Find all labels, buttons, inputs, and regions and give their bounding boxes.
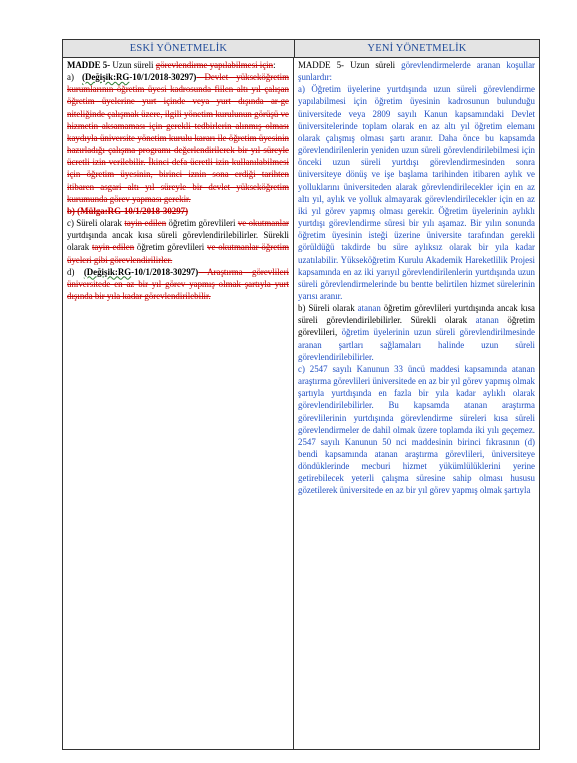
old-clause-c-text-4: öğretim görevlileri (134, 242, 208, 253)
old-clause-c-deleted-2: ve okutmanlar (237, 218, 289, 229)
new-clause-b-text-3: öğretim görevlileri, (298, 315, 536, 338)
new-article-number: MADDE 5- (298, 60, 344, 70)
old-clause-a-prefix: a) (67, 72, 82, 83)
old-clause-c-deleted-4: ve okutmanlar öğretim üyeleri gibi görevlendirilirler. (67, 242, 289, 265)
new-clause-b-text-1: b) Süreli olarak (298, 303, 358, 314)
old-intro-colon: : (273, 60, 276, 70)
new-regulation-heading: YENİ YÖNETMELİK (367, 43, 467, 54)
old-clause-d (67, 266, 289, 302)
old-clause-c-text-1: c) Süreli olarak (67, 218, 125, 229)
old-clause-c-text-3: yurtdışında ancak kısa süreli görevlendirilebilirler. Sürekli olarak (67, 230, 289, 253)
old-clause-a (67, 71, 289, 205)
old-clause-a-amendment-date: -10/1/2018-30297) (129, 72, 197, 83)
new-intro-inserted: görevlendirmelerde aranan koşullar şunlardır: (298, 60, 535, 83)
new-regulation-column (294, 58, 539, 749)
new-clause-b-text-2: öğretim görevlileri yurtdışında ancak kısa süreli görevlendirilebilirler. Sürekli olarak (298, 303, 535, 326)
new-clause-b (298, 302, 535, 363)
old-intro-text: Uzun süreli (110, 60, 156, 70)
new-article-intro (298, 59, 535, 83)
old-clause-a-amendment-tag: (Değişik:RG (82, 72, 130, 83)
old-regulation-column (63, 58, 294, 749)
old-clause-b-repealed: b) (Mülga:RG-10/1/2018-30297) (67, 205, 189, 216)
new-intro-text: Uzun süreli (344, 60, 402, 70)
old-clause-d-amendment-tag: (Değişik:RG (83, 266, 132, 277)
old-clause-a-deleted: Devlet yükseköğretim kurumlarının öğretim üyesi kadrosunda fiilen altı yıl çalışan öğretim üyelerine yurt içinde veya yurt dışında ar-ge niteliğinde çalışmak üzere, ilgili yönetim kurulunun görüşü ve hizmetin aksamaması için gerekli tedbirlerin alınmış olması kaydıyla üniversite yönetim kurulu kararı ile öğretim üyesinin hazırladığı çalışma programı değerlendirilerek bir yıl süreyle ücretli izin verilebilir. İkinci defa ücretli izin kullanılabilmesi için öğretim üyesinin, birinci iznin sona erdiği tarihten itibaren asgari altı yıl süreyle bir devlet yükseköğretim kurumunda görev yapması gerekir. (67, 72, 289, 204)
old-regulation-heading: ESKİ YÖNETMELİK (63, 40, 295, 57)
old-clause-b (67, 205, 289, 217)
new-clause-a: a) Öğretim üyelerine yurtdışında uzun süreli görevlendirme yapılabilmesi için öğretim üyesinin kadrosunun bulunduğu üniversitede veya 2809 sayılı Kanun kapsamındaki Devlet üniversitelerinde toplam olarak en az altı yıl öğretim elemanı olarak çalışmış olması şartı aranır. Daha önce bu kapsamda görevlendirilenlerin yeniden uzun süreli görevlendirilebilmesi için önceki uzun süreli yurtdışı görevlendirmesinden sonra üniversiteye dönüş ve işe başlama tarihinden itibaren aylık ve yolluklarını üniversiteden alarak görevlendirilecekler için en az altı yıl, aylık ve yolluk almayarak görevlendirilecekler için en az iki yıl görev yapmış olması gerekir. Öğretim üyelerinin aylıklı yurtdışı görevlendirme süresi bir yılı aşamaz. Bir yılın sonunda öğretim üyesinin isteği üzerine üniversite tarafından gerekli görüldüğü takdirde bu süre aylıksız olarak bir yıla kadar uzatılabilir. Yükseköğretim Kurulu Akademik Hareketlilik Projesi kapsamında en az iki yarıyıl görevlendirilenlerin yurtdışında uzun süreli görevlendirmelerinde bu bentte belirtilen hizmet sürelerinin yarısı aranır. (298, 84, 535, 301)
old-clause-c-text-2: öğretim görevlileri (166, 218, 238, 229)
comparison-table (62, 39, 540, 750)
new-clause-b-inserted-1: atanan (357, 303, 381, 314)
old-article-number: MADDE 5- (67, 60, 111, 70)
new-clause-b-inserted-3: öğretim üyelerinin uzun süreli görevlendirilmesinde aranan şartları sağlamaları halinde uzun süreli görevlendirilebilirler. (298, 327, 535, 362)
old-clause-c (67, 217, 289, 266)
table-header (63, 40, 539, 58)
old-clause-d-prefix: d) (67, 266, 84, 277)
new-clause-c: c) 2547 sayılı Kanunun 33 üncü maddesi kapsamında atanan araştırma görevlileri üniversitede en az bir yıl görev yapmış olmak şartıyla yurtdışında en fazla bir yıla kadar aylıklı olarak görevlendirilebilirler. Bu kapsamda atanan araştırma görevlilerinin yurtdışında görevlendirme süreleri kısa süreli görevlendirmeler de dahil olmak üzere toplamda iki yılı geçemez. 2547 sayılı Kanunun 50 nci maddesinin birinci fıkrasının (d) bendi kapsamında atanan araştırma görevlileri, üniversiteye döndüklerinde mecburi hizmet yükümlülüklerini yerine getirebilecek yeterli çalışma süresine sahip olması hususu gözetilerek üniversitede en az bir yıl görev yapmış olmak şartıyla (298, 363, 535, 496)
old-clause-d-deleted: Araştırma görevlileri üniversitede en az bir yıl görev yapmış olmak şartıyla yurt dışında bir yıla kadar görevlendirilebilir. (67, 266, 289, 301)
old-clause-c-deleted-1: tayin edilen (124, 218, 167, 229)
old-clause-d-amendment-date: -10/1/2018-30297) (131, 266, 199, 277)
old-intro-deleted: görevlendirme yapılabilmesi için (155, 60, 274, 70)
old-article-intro (67, 59, 289, 71)
new-clause-b-inserted-2: atanan (475, 315, 499, 326)
table-body (63, 58, 539, 749)
old-clause-c-deleted-3: tayin edilen (91, 242, 135, 253)
